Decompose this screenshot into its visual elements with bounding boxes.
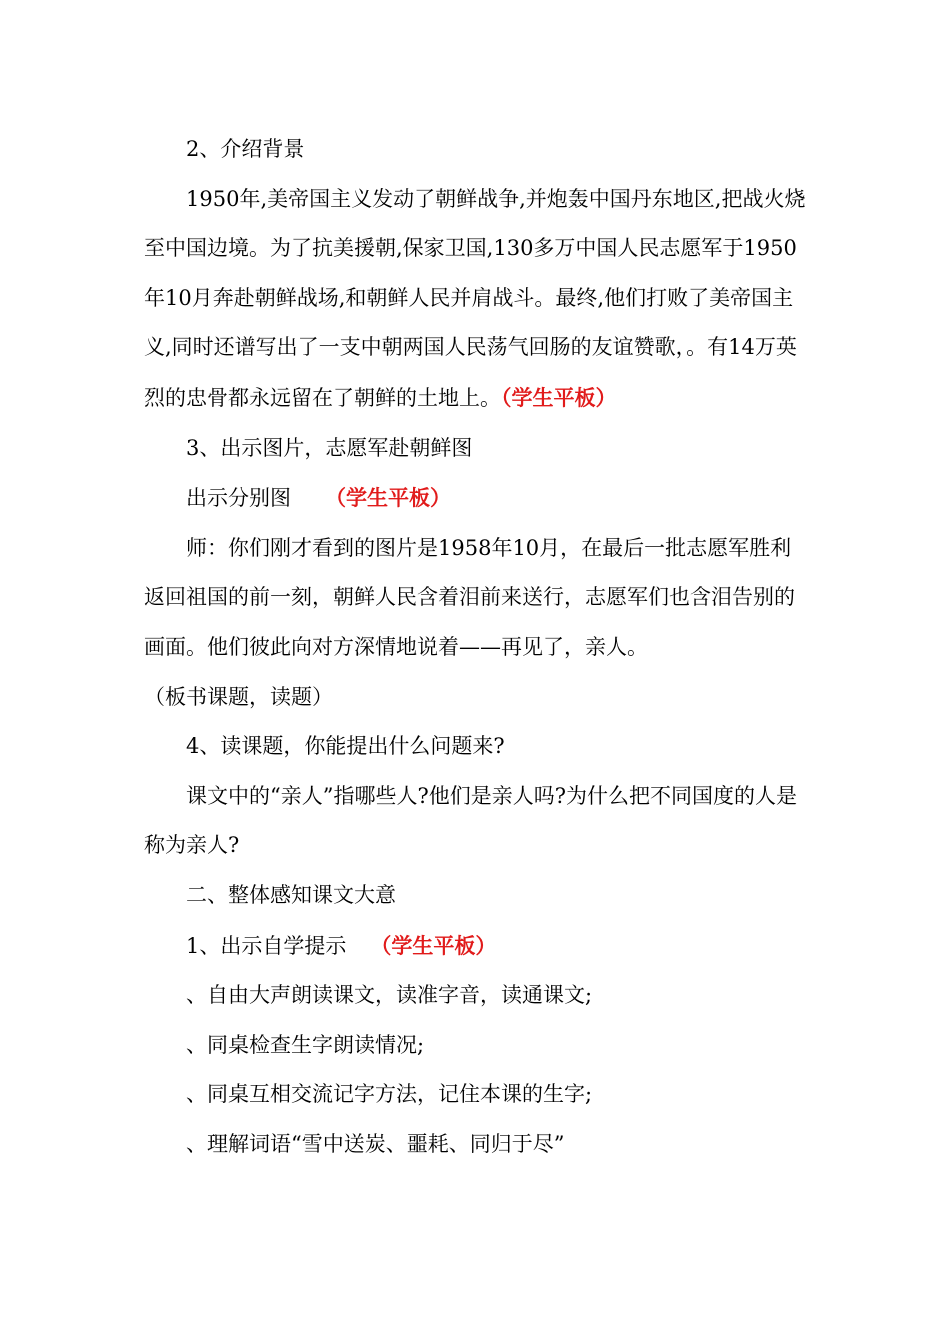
student-tablet-tag: （学生平板）	[501, 384, 617, 410]
student-tablet-tag: （学生平板）	[325, 485, 451, 511]
paragraph-board-title: （板书课题，读题）	[144, 684, 333, 709]
section-heading-overall: 二、整体感知课文大意	[186, 882, 396, 907]
paragraph-questions: 课文中的“亲人”指哪些人?他们是亲人吗?为什么把不同国度的人是称为亲人?	[144, 783, 797, 858]
list-item-exchange-methods: 、同桌互相交流记字方法，记住本课的生字;	[186, 1082, 593, 1107]
paragraph-self-study-hint	[144, 921, 808, 972]
list-item-understand-words: 、理解词语“雪中送炭、噩耗、同归于尽”	[186, 1131, 565, 1156]
list-item-read-aloud: 、自由大声朗读课文，读准字音，读通课文;	[186, 983, 593, 1008]
background-text: 1950年,美帝国主义发动了朝鲜战争,并炮轰中国丹东地区,把战火烧至中国边境。为了抗美援朝,保家卫国,130多万中国人民志愿军于1950年10月奔赴朝鲜战场,和朝鲜人民并肩战斗。最终,他们打败了美帝国主义,同时还谱写出了一支中朝两国人民荡气回肠的友谊赞歌，。有14万英烈的忠骨都永远留在了朝鲜的土地上。	[144, 186, 806, 410]
self-study-hint-text: 1、出示自学提示	[186, 933, 347, 958]
farewell-picture-text: 出示分别图	[186, 486, 291, 511]
paragraph-teacher-explanation: 师：你们刚才看到的图片是1958年10月，在最后一批志愿军胜利返回祖国的前一刻，朝鲜人民含着泪前来送行，志愿军们也含泪告别的画面。他们彼此向对方深情地说着——再见了，亲人。	[144, 535, 795, 659]
paragraph-read-title: 4、读课题，你能提出什么问题来?	[186, 734, 505, 759]
paragraph-show-farewell-picture	[144, 473, 808, 524]
list-item-check-characters: 、同桌检查生字朗读情况;	[186, 1032, 425, 1057]
student-tablet-tag: （学生平板）	[370, 932, 497, 958]
paragraph-introduce-background: 2、介绍背景	[186, 137, 305, 161]
paragraph-background-text	[144, 175, 808, 424]
paragraph-show-picture: 3、出示图片，志愿军赴朝鲜图	[186, 435, 473, 460]
document-body	[144, 125, 808, 1169]
